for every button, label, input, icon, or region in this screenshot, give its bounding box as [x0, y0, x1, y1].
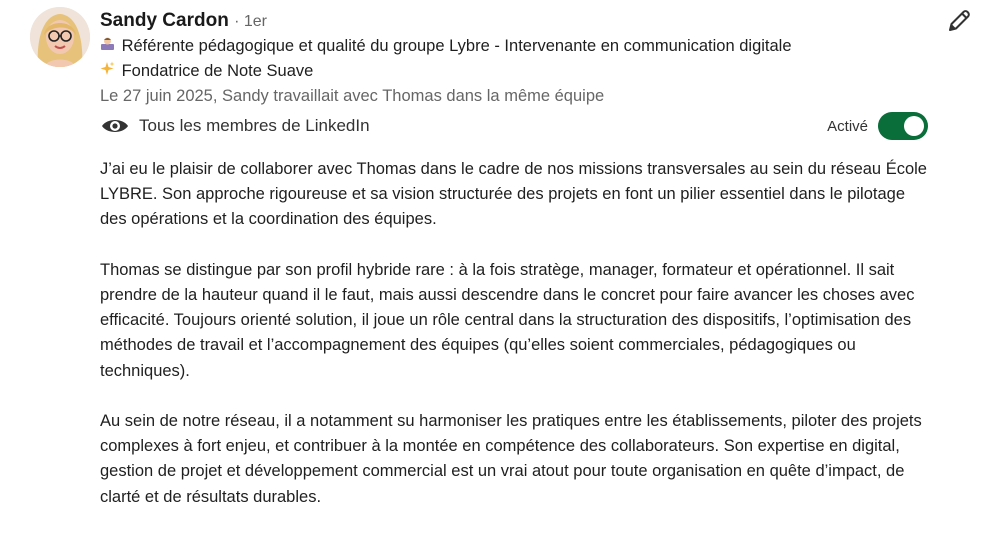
teacher-emoji-icon [100, 34, 117, 59]
avatar-photo [30, 7, 90, 67]
author-headline-text-1: Référente pédagogique et qualité du groupe Lybre - Intervenante en communication digitale [121, 37, 792, 55]
visibility-label: Tous les membres de LinkedIn [139, 116, 370, 135]
visibility-toggle-group [827, 112, 928, 140]
avatar[interactable] [30, 7, 90, 67]
recommendation-header [100, 9, 938, 109]
author-headline-line-1 [100, 34, 938, 59]
author-row [100, 9, 938, 34]
sparkles-emoji-icon [100, 59, 117, 84]
recommendation-paragraph: Thomas se distingue par son profil hybride rare : à la fois stratège, manager, formateur et opérationnel. Il sait prendre de la hauteur quand il le faut, mais aussi descendre dans le concret pour faire avancer les choses avec efficacité. Toujours orienté solution, il joue un rôle central dans la structuration des dispositifs, l’optimisation des méthodes de travail et l’accompagnement des équipes (qu’elles soient commerciales, pédagogiques ou techniques). [100, 260, 915, 380]
pencil-icon [946, 8, 972, 34]
recommendation-paragraph: J’ai eu le plaisir de collaborer avec Thomas dans le cadre de nos missions transversales au sein du réseau École LYBRE. Son approche rigoureuse et sa vision structurée des projets en font un pilier essentiel dans le pilotage des opérations et la coordination des équipes. [100, 160, 927, 229]
author-headline-text-2: Fondatrice de Note Suave [121, 62, 314, 80]
relationship-meta: Le 27 juin 2025, Sandy travaillait avec Thomas dans la même équipe [100, 87, 605, 105]
visibility-setting[interactable] [100, 113, 370, 139]
visibility-toggle[interactable] [878, 112, 928, 140]
recommendation-text [100, 157, 930, 535]
eye-icon [100, 115, 130, 137]
toggle-label: Activé [827, 117, 868, 135]
edit-button[interactable] [944, 6, 974, 36]
author-name[interactable]: Sandy Cardon [100, 10, 229, 31]
connection-degree: · 1er [234, 13, 267, 30]
recommendation-paragraph: Au sein de notre réseau, il a notamment su harmoniser les pratiques entre les établissements, piloter des projets complexes à fort enjeu, et contribuer à la montée en compétence des collaborateurs. Son expertise en digital, gestion de projet et développement commercial est un vrai atout pour toute organisation en quête d’impact, de clarté et de résultats durables. [100, 412, 922, 506]
author-headline-line-2 [100, 59, 938, 84]
toggle-knob [904, 116, 924, 136]
